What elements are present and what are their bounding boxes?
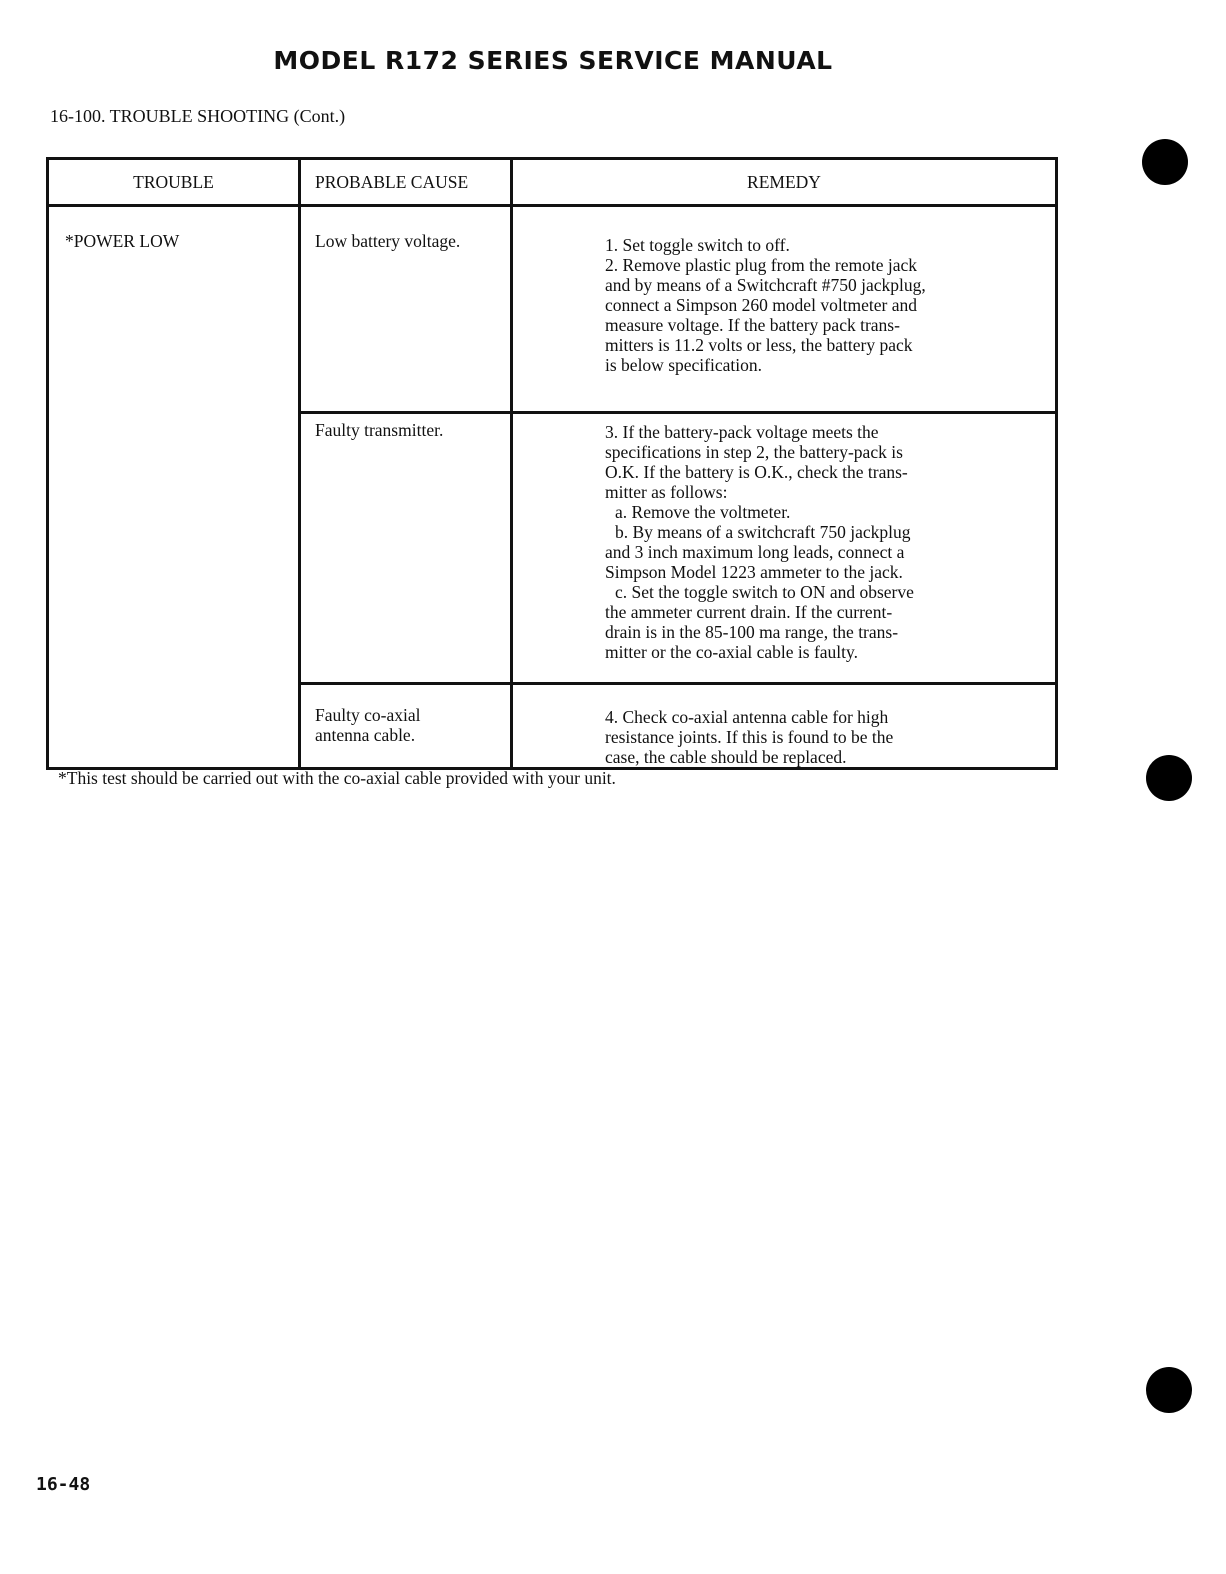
cause-line: Low battery voltage. bbox=[315, 231, 461, 251]
remedy-line: 1. Set toggle switch to off. bbox=[605, 235, 790, 255]
remedy-line: mitter as follows: bbox=[605, 482, 728, 502]
remedy-line: c. Set the toggle switch to ON and observe bbox=[615, 582, 914, 602]
remedy-line: resistance joints. If this is found to be the bbox=[605, 727, 894, 747]
page-number: 16-48 bbox=[36, 1474, 91, 1495]
binder-hole-bottom bbox=[1146, 1367, 1192, 1413]
remedy-line: O.K. If the battery is O.K., check the trans- bbox=[605, 462, 908, 482]
remedy-line: 2. Remove plastic plug from the remote jack bbox=[605, 255, 917, 275]
remedy-line: connect a Simpson 260 model voltmeter and bbox=[605, 295, 918, 315]
cause-cell bbox=[300, 684, 512, 769]
binder-hole-middle bbox=[1146, 755, 1192, 801]
remedy-line: specifications in step 2, the battery-pack is bbox=[605, 442, 903, 462]
remedy-line: mitters is 11.2 volts or less, the battery pack bbox=[605, 335, 913, 355]
remedy-line: case, the cable should be replaced. bbox=[605, 747, 847, 767]
remedy-cell bbox=[512, 684, 1057, 769]
remedy-line: and by means of a Switchcraft #750 jackplug, bbox=[605, 275, 926, 295]
table-row bbox=[48, 206, 1057, 413]
table-header-row bbox=[48, 159, 1057, 206]
section-heading: 16-100. TROUBLE SHOOTING (Cont.) bbox=[50, 106, 346, 126]
remedy-line: is below specification. bbox=[605, 355, 762, 375]
cause-line: Faulty co-axial bbox=[315, 705, 421, 725]
remedy-line: 3. If the battery-pack voltage meets the bbox=[605, 422, 879, 442]
remedy-line: 4. Check co-axial antenna cable for high bbox=[605, 707, 889, 727]
trouble-cell: *POWER LOW bbox=[48, 206, 300, 769]
remedy-line: measure voltage. If the battery pack trans- bbox=[605, 315, 900, 335]
remedy-cell bbox=[512, 413, 1057, 684]
remedy-line: mitter or the co-axial cable is faulty. bbox=[605, 642, 858, 662]
footnote: *This test should be carried out with the co-axial cable provided with your unit. bbox=[58, 768, 616, 788]
column-header-trouble: TROUBLE bbox=[48, 159, 300, 206]
remedy-cell bbox=[512, 206, 1057, 413]
remedy-line: Simpson Model 1223 ammeter to the jack. bbox=[605, 562, 903, 582]
remedy-line: a. Remove the voltmeter. bbox=[615, 502, 791, 522]
column-header-remedy: REMEDY bbox=[512, 159, 1057, 206]
remedy-line: drain is in the 85-100 ma range, the trans- bbox=[605, 622, 899, 642]
page-title: MODEL R172 SERIES SERVICE MANUAL bbox=[273, 46, 833, 75]
cause-line: Faulty transmitter. bbox=[315, 420, 444, 440]
binder-hole-top bbox=[1142, 139, 1188, 185]
remedy-line: and 3 inch maximum long leads, connect a bbox=[605, 542, 905, 562]
trouble-shooting-table bbox=[46, 157, 1058, 770]
column-header-probable-cause: PROBABLE CAUSE bbox=[300, 159, 512, 206]
remedy-line: b. By means of a switchcraft 750 jackplug bbox=[615, 522, 911, 542]
cause-cell bbox=[300, 206, 512, 413]
cause-cell bbox=[300, 413, 512, 684]
cause-line: antenna cable. bbox=[315, 725, 416, 745]
remedy-line: the ammeter current drain. If the current- bbox=[605, 602, 893, 622]
